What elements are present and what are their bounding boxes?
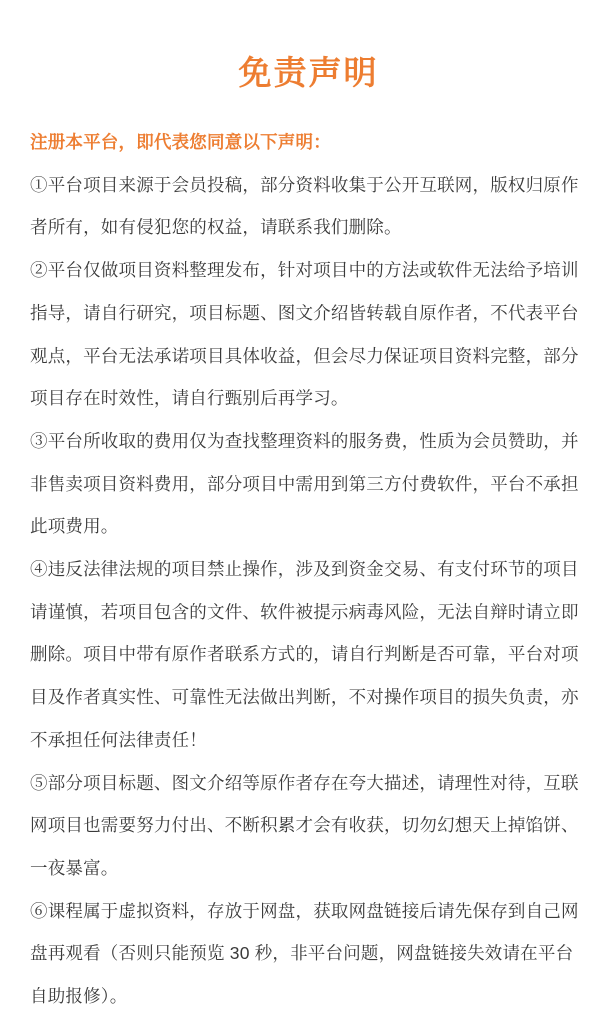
disclaimer-paragraph-3: ③平台所收取的费用仅为查找整理资料的服务费，性质为会员赞助，并非售卖项目资料费用，部分项目中需用到第三方付费软件，平台不承担此项费用。 [30,430,579,537]
disclaimer-paragraph-1: ①平台项目来源于会员投稿，部分资料收集于公开互联网，版权归原作者所有，如有侵犯您的权益，请联系我们删除。 [30,174,579,238]
disclaimer-paragraph-4: ④违反法律法规的项目禁止操作，涉及到资金交易、有支付环节的项目请谨慎，若项目包含的文件、软件被提示病毒风险，无法自辩时请立即删除。项目中带有原作者联系方式的，请自行判断是否可靠，平台对项目及作者真实性、可靠性无法做出判断，不对操作项目的损失负责，亦不承担任何法律责任！ [30,559,579,750]
disclaimer-paragraph-5: ⑤部分项目标题、图文介绍等原作者存在夸大描述，请理性对待，互联网项目也需要努力付出、不断积累才会有收获，切勿幻想天上掉馅饼、一夜暴富。 [30,772,579,878]
disclaimer-paragraph-6: ⑥课程属于虚拟资料，存放于网盘，获取网盘链接后请先保存到自己网盘再观看（否则只能预览 30 秒，非平台问题，网盘链接失效请在平台自助报修）。 [30,900,579,1007]
agreement-notice: 注册本平台，即代表您同意以下声明： [30,132,331,152]
disclaimer-paragraph-2: ②平台仅做项目资料整理发布，针对项目中的方法或软件无法给予培训指导，请自行研究，项目标题、图文介绍皆转载自原作者，不代表平台观点，平台无法承诺项目具体收益，但会尽力保证项目资料完整，部分项目存在时效性，请自行甄别后再学习。 [30,260,579,409]
page-title: 免责声明 [238,54,379,91]
